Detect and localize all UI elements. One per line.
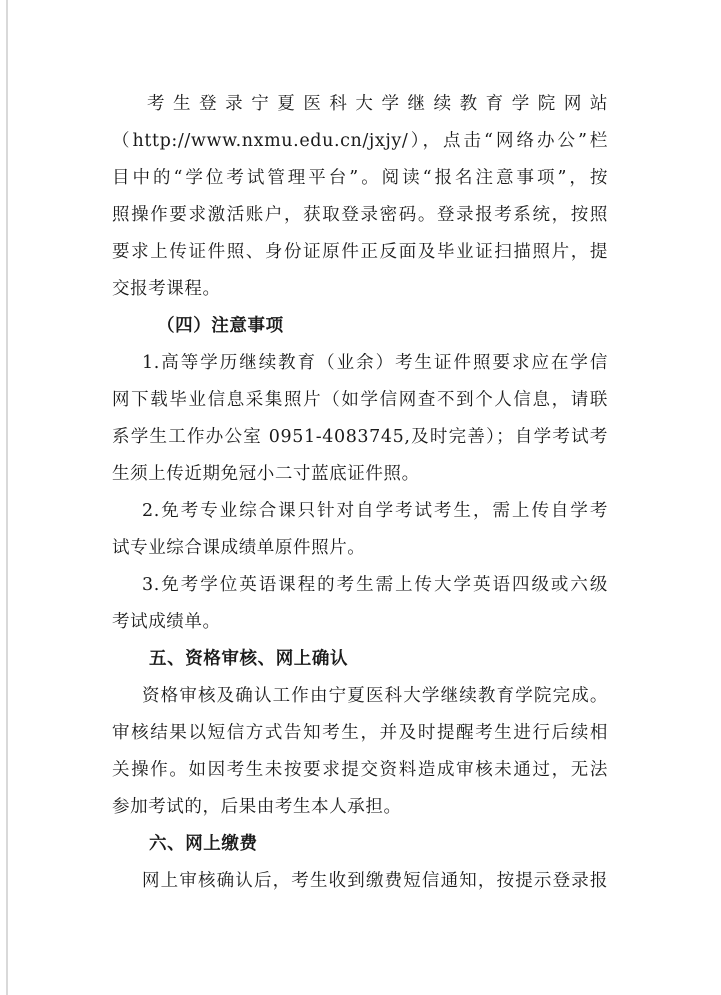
para-intro-line-6: 交报考课程。 [112, 279, 221, 299]
section-heading-notes: （四）注意事项 [157, 316, 284, 336]
item-1-line-2: 网下载毕业信息采集照片（如学信网查不到个人信息，请联 [112, 390, 608, 410]
para-5-line-3: 关操作。如因考生未按要求提交资料造成审核未通过，无法 [112, 760, 608, 780]
item-1-line-1: 1.高等学历继续教育（业余）考生证件照要求应在学信 [142, 353, 608, 373]
para-intro-line-4: 照操作要求激活账户，获取登录密码。登录报考系统，按照 [112, 205, 608, 225]
item-1-line-3: 系学生工作办公室 0951-4083745,及时完善）；自学考试考 [112, 427, 608, 447]
para-intro-line-1: 考生登录宁夏医科大学继续教育学院网站 [147, 94, 608, 114]
para-intro-line-5: 要求上传证件照、身份证原件正反面及毕业证扫描照片，提 [112, 242, 608, 262]
item-3-line-2: 考试成绩单。 [112, 612, 221, 632]
document-body [112, 86, 614, 900]
item-1-line-4: 生须上传近期免冠小二寸蓝底证件照。 [112, 464, 420, 484]
para-5-line-1: 资格审核及确认工作由宁夏医科大学继续教育学院完成。 [142, 686, 608, 706]
para-intro-line-3: 目中的“学位考试管理平台”。阅读“报名注意事项”，按 [112, 168, 608, 188]
page-edge-divider [6, 0, 8, 995]
section-heading-review: 五、资格审核、网上确认 [149, 649, 349, 669]
item-2-line-2: 试专业综合课成绩单原件照片。 [112, 538, 366, 558]
section-heading-payment: 六、网上缴费 [149, 834, 258, 854]
item-2-line-1: 2.免考专业综合课只针对自学考试考生，需上传自学考 [142, 501, 608, 521]
para-5-line-4: 参加考试的，后果由考生本人承担。 [112, 797, 402, 817]
para-6-line-1: 网上审核确认后，考生收到缴费短信通知，按提示登录报 [142, 871, 608, 891]
para-intro-line-2: （http://www.nxmu.edu.cn/jxjy/），点击“网络办公”栏 [112, 131, 608, 151]
para-5-line-2: 审核结果以短信方式告知考生，并及时提醒考生进行后续相 [112, 723, 608, 743]
item-3-line-1: 3.免考学位英语课程的考生需上传大学英语四级或六级 [142, 575, 608, 595]
